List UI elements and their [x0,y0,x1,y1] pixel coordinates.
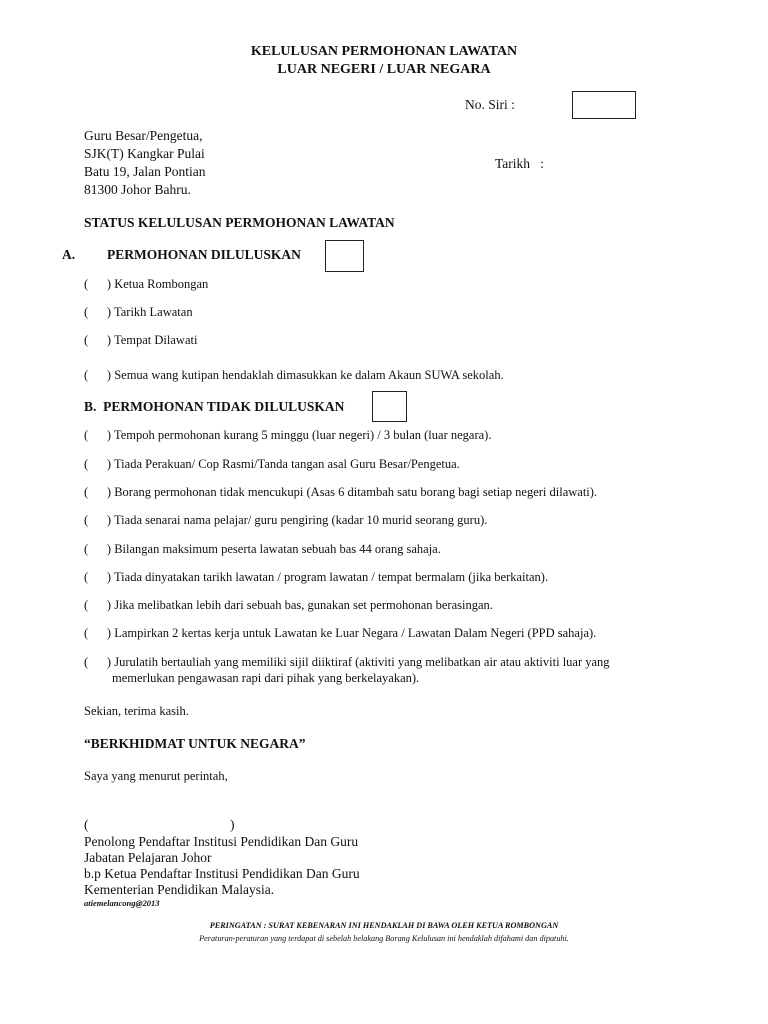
section-a-heading: PERMOHONAN DILULUSKAN [107,247,301,262]
closing-motto: “BERKHIDMAT UNTUK NEGARA” [84,736,306,751]
signatory-line: Penolong Pendaftar Institusi Pendidikan Dan Guru [84,834,359,849]
address-line: Guru Besar/Pengetua, [84,128,203,143]
credit-text: atiemelancong@2013 [84,898,160,908]
section-b-item: ( ) Jurulatih bertauliah yang memiliki sijil diiktiraf (aktiviti yang melibatkan air atau aktiviti luar yang [84,655,610,669]
section-b-item: ( ) Jika melibatkan lebih dari sebuah bas, gunakan set permohonan berasingan. [84,598,493,612]
status-heading: STATUS KELULUSAN PERMOHONAN LAWATAN [84,215,395,230]
section-b-item: ( ) Tiada dinyatakan tarikh lawatan / program lawatan / tempat bermalam (jika berkaitan). [84,570,549,584]
section-b-item: ( ) Tiada senarai nama pelajar/ guru pengiring (kadar 10 murid seorang guru). [84,513,488,527]
closing-order: Saya yang menurut perintah, [84,769,228,783]
no-siri-label: No. Siri : [465,97,515,112]
form-title-line2: LUAR NEGERI / LUAR NEGARA [277,62,491,77]
section-b-item: ( ) Tempoh permohonan kurang 5 minggu (luar negeri) / 3 bulan (luar negara). [84,428,492,442]
section-a-letter: A. [62,247,76,262]
section-a-item: ( ) Ketua Rombongan [84,277,209,291]
address-line: 81300 Johor Bahru. [84,182,191,197]
section-b-item: ( ) Tiada Perakuan/ Cop Rasmi/Tanda tangan asal Guru Besar/Pengetua. [84,457,460,471]
section-a-item: ( ) Tarikh Lawatan [84,305,193,319]
address-line: SJK(T) Kangkar Pulai [84,146,205,161]
section-b-heading: B. PERMOHONAN TIDAK DILULUSKAN [84,399,345,414]
section-b-item: ( ) Lampirkan 2 kertas kerja untuk Lawatan ke Luar Negara / Lawatan Dalam Negeri (PPD sahaja). [84,626,597,640]
address-line: Batu 19, Jalan Pontian [84,164,206,179]
section-a-checkbox[interactable] [325,240,364,272]
signature-bracket-close: ) [230,817,235,832]
form-title-line1: KELULUSAN PERMOHONAN LAWATAN [250,44,518,59]
signature-bracket-open: ( [84,817,89,832]
section-a-item: ( ) Semua wang kutipan hendaklah dimasukkan ke dalam Akaun SUWA sekolah. [84,368,504,382]
section-b-item-continuation: memerlukan pengawasan rapi dari pihak yang berkelayakan). [112,671,420,685]
signatory-line: Jabatan Pelajaran Johor [84,850,212,865]
tarikh-label: Tarikh : [495,156,544,171]
signatory-line: b.p Ketua Pendaftar Institusi Pendidikan Dan Guru [84,866,360,881]
section-b-item: ( ) Bilangan maksimum peserta lawatan sebuah bas 44 orang sahaja. [84,542,441,556]
signatory-line: Kementerian Pendidikan Malaysia. [84,882,275,897]
footer-warning: PERINGATAN : SURAT KEBENARAN INI HENDAKLAH DI BAWA OLEH KETUA ROMBONGAN [209,921,559,930]
section-b-checkbox[interactable] [372,391,407,422]
no-siri-box[interactable] [572,91,636,119]
section-a-item: ( ) Tempat Dilawati [84,333,198,347]
footer-note: Peraturan-peraturan yang terdapat di sebelah belakang Borang Kelulusan ini hendaklah difahami dan dipatuhi. [199,934,569,943]
closing-thanks: Sekian, terima kasih. [84,704,189,718]
section-b-item: ( ) Borang permohonan tidak mencukupi (Asas 6 ditambah satu borang bagi setiap negeri dilawati). [84,485,598,499]
